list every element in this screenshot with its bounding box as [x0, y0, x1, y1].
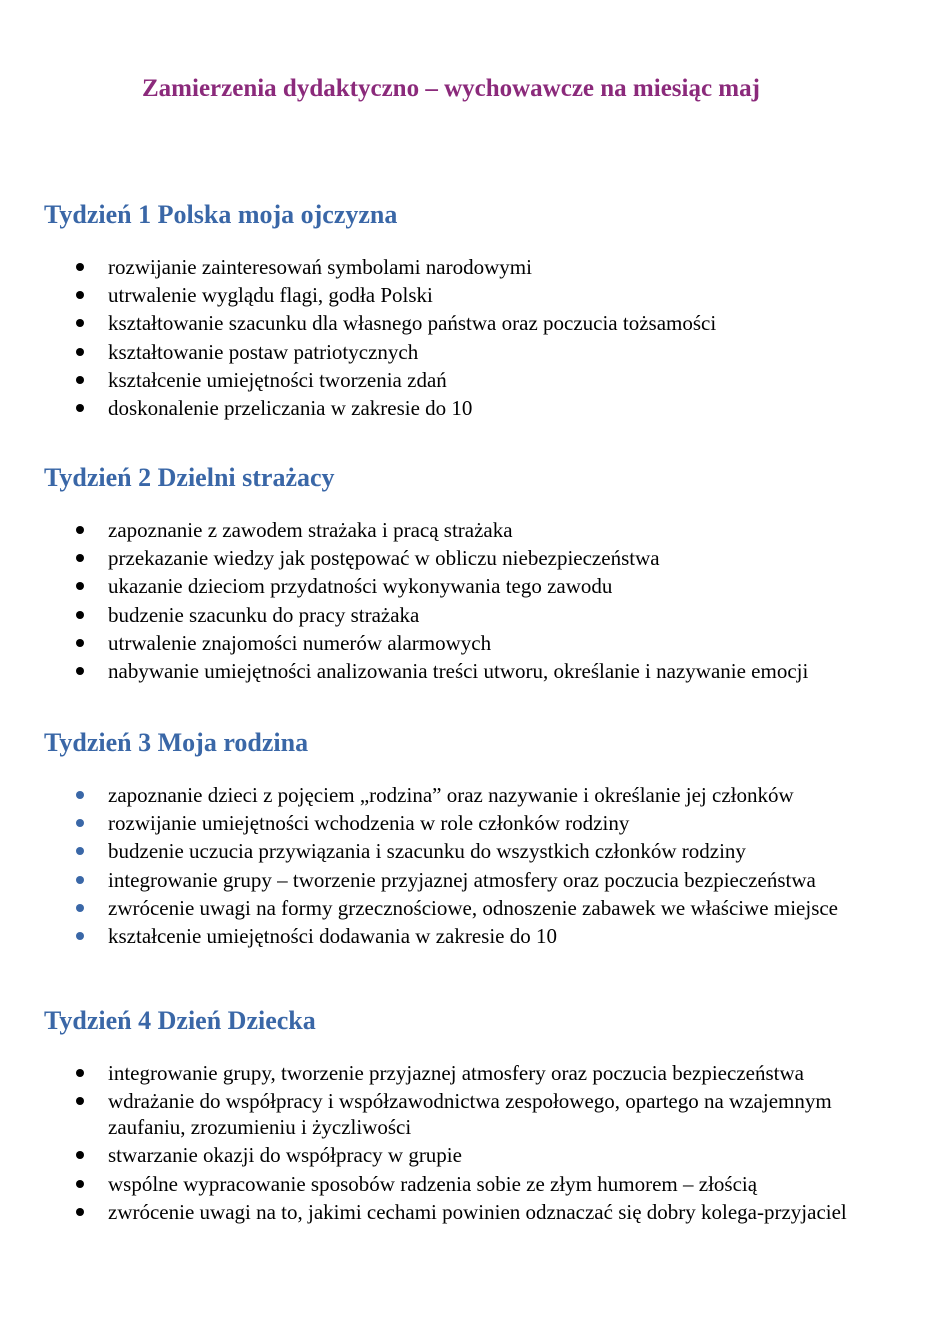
list-item — [0, 810, 931, 836]
list-item — [0, 573, 931, 599]
list-item-text: zapoznanie dzieci z pojęciem „rodzina” oraz nazywanie i określanie jej członków — [108, 783, 794, 807]
bullet-dot-icon — [76, 1069, 84, 1077]
list-item — [0, 782, 931, 808]
list-item-text: zwrócenie uwagi na to, jakimi cechami powinien odznaczać się dobry kolega-przyjaciel — [108, 1199, 847, 1224]
list-item-text: rozwijanie zainteresowań symbolami narodowymi — [108, 255, 532, 279]
list-item — [0, 602, 931, 628]
bullet-dot-icon — [76, 1180, 84, 1188]
bullet-dot-icon — [76, 554, 84, 562]
list-item-text: nabywanie umiejętności analizowania treści utworu, określanie i nazywanie emocji — [108, 658, 809, 683]
bullet-dot-icon — [76, 319, 84, 327]
list-item — [0, 867, 931, 893]
list-item — [0, 1088, 931, 1140]
list-item — [0, 895, 931, 921]
list-item — [0, 1171, 931, 1197]
list-item — [0, 395, 931, 421]
list-item-text: utrwalenie znajomości numerów alarmowych — [108, 630, 492, 655]
goals-list — [0, 254, 931, 423]
list-item — [0, 1142, 931, 1168]
list-item-text: rozwijanie umiejętności wchodzenia w role członków rodziny — [108, 811, 630, 836]
list-item-text: kształcenie umiejętności dodawania w zakresie do 10 — [108, 923, 557, 948]
list-item — [0, 282, 931, 308]
bullet-dot-icon — [76, 932, 84, 940]
list-item-text: kształcenie umiejętności tworzenia zdań — [108, 367, 447, 392]
bullet-dot-icon — [76, 291, 84, 299]
list-item — [0, 339, 931, 365]
list-item — [0, 367, 931, 393]
bullet-dot-icon — [76, 404, 84, 412]
bullet-dot-icon — [76, 376, 84, 384]
list-item — [0, 838, 931, 864]
document-title: Zamierzenia dydaktyczno – wychowawcze na miesiąc maj — [142, 75, 760, 102]
bullet-dot-icon — [76, 819, 84, 827]
list-item — [0, 517, 931, 543]
week-heading: Tydzień 2 Dzielni strażacy — [44, 463, 335, 492]
list-item — [0, 1199, 931, 1225]
bullet-dot-icon — [76, 582, 84, 590]
bullet-dot-icon — [76, 639, 84, 647]
list-item-text: integrowanie grupy, tworzenie przyjaznej atmosfery oraz poczucia bezpieczeństwa — [108, 1061, 804, 1085]
goals-list — [0, 1060, 931, 1227]
week-heading: Tydzień 4 Dzień Dziecka — [44, 1006, 316, 1035]
list-item-text: zapoznanie z zawodem strażaka i pracą strażaka — [108, 518, 513, 542]
bullet-dot-icon — [76, 1097, 84, 1105]
bullet-dot-icon — [76, 667, 84, 675]
bullet-dot-icon — [76, 263, 84, 271]
list-item-text: przekazanie wiedzy jak postępować w obliczu niebezpieczeństwa — [108, 546, 660, 571]
goals-list — [0, 517, 931, 686]
week-heading: Tydzień 3 Moja rodzina — [44, 728, 309, 757]
list-item-text: integrowanie grupy – tworzenie przyjaznej atmosfery oraz poczucia bezpieczeństwa — [108, 867, 816, 892]
bullet-dot-icon — [76, 904, 84, 912]
bullet-dot-icon — [76, 526, 84, 534]
list-item-text: wspólne wypracowanie sposobów radzenia sobie ze złym humorem – złością — [108, 1171, 758, 1196]
list-item-text: utrwalenie wyglądu flagi, godła Polski — [108, 283, 433, 308]
list-item — [0, 1060, 931, 1086]
list-item-text: budzenie uczucia przywiązania i szacunku do wszystkich członków rodziny — [108, 839, 746, 864]
list-item-text: zwrócenie uwagi na formy grzecznościowe, odnoszenie zabawek we właściwe miejsce — [108, 895, 839, 920]
list-item-text: wdrażanie do współpracy i współzawodnictwa zespołowego, opartego na wzajemnym zaufaniu, zrozumieniu i życzliwości — [108, 1089, 832, 1140]
list-item — [0, 545, 931, 571]
list-item-text: budzenie szacunku do pracy strażaka — [108, 602, 420, 627]
bullet-dot-icon — [76, 348, 84, 356]
bullet-dot-icon — [76, 876, 84, 884]
list-item-text: kształtowanie postaw patriotycznych — [108, 339, 419, 364]
list-item-text: kształtowanie szacunku dla własnego państwa oraz poczucia tożsamości — [108, 311, 717, 336]
list-item — [0, 923, 931, 949]
list-item-text: doskonalenie przeliczania w zakresie do 10 — [108, 395, 473, 420]
bullet-dot-icon — [76, 611, 84, 619]
list-item — [0, 630, 931, 656]
list-item — [0, 658, 931, 684]
goals-list — [0, 782, 931, 951]
list-item-text: ukazanie dzieciom przydatności wykonywania tego zawodu — [108, 574, 613, 599]
bullet-dot-icon — [76, 847, 84, 855]
bullet-dot-icon — [76, 1208, 84, 1216]
bullet-dot-icon — [76, 1151, 84, 1159]
list-item-text: stwarzanie okazji do współpracy w grupie — [108, 1143, 462, 1168]
list-item — [0, 310, 931, 336]
bullet-dot-icon — [76, 791, 84, 799]
week-heading: Tydzień 1 Polska moja ojczyzna — [44, 200, 398, 229]
list-item — [0, 254, 931, 280]
